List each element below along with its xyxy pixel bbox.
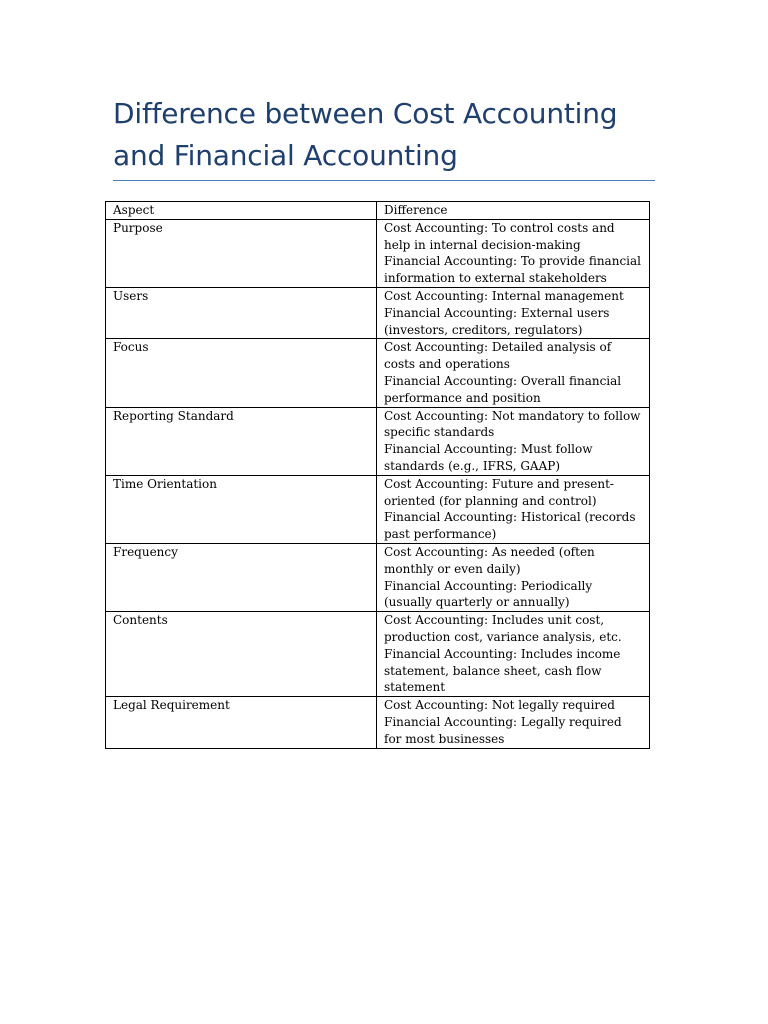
row-aspect: Time Orientation [106,475,377,543]
document-title: Difference between Cost Accounting and Financial Accounting [113,97,618,172]
row-difference [377,339,650,407]
row-aspect: Reporting Standard [106,407,377,475]
row-aspect: Users [106,287,377,338]
cost-accounting-text: Cost Accounting: Not legally required [384,698,615,713]
row-difference [377,475,650,543]
table-row [106,475,650,543]
row-difference [377,543,650,611]
row-aspect: Focus [106,339,377,407]
table-row [106,697,650,748]
table-row [106,407,650,475]
row-aspect: Purpose [106,219,377,287]
financial-accounting-text: Financial Accounting: Includes income statement, balance sheet, cash flow statement [384,646,621,695]
cost-accounting-text: Cost Accounting: Not mandatory to follow specific standards [384,408,641,440]
row-difference [377,612,650,697]
financial-accounting-text: Financial Accounting: Overall financial performance and position [384,373,622,405]
financial-accounting-text: Financial Accounting: Legally required for most businesses [384,714,622,746]
financial-accounting-text: Financial Accounting: Must follow standards (e.g., IFRS, GAAP) [384,442,593,473]
row-difference [377,407,650,475]
cost-accounting-text: Cost Accounting: As needed (often monthly or even daily) [384,544,595,576]
financial-accounting-text: Financial Accounting: To provide financial information to external stakeholders [384,254,641,286]
financial-accounting-text: Financial Accounting: Periodically (usually quarterly or annually) [384,578,593,610]
title-underline [113,180,655,181]
row-aspect: Frequency [106,543,377,611]
row-difference [377,697,650,748]
row-aspect: Contents [106,612,377,697]
cost-accounting-text: Cost Accounting: To control costs and help in internal decision-making [384,220,615,252]
table-row [106,339,650,407]
table-row [106,543,650,611]
comparison-table [105,201,650,749]
row-difference [377,219,650,287]
cost-accounting-text: Cost Accounting: Detailed analysis of costs and operations [384,340,612,372]
table-row [106,612,650,697]
header-aspect: Aspect [106,202,377,220]
table-header-row [106,202,650,220]
financial-accounting-text: Financial Accounting: Historical (records past performance) [384,510,636,542]
cost-accounting-text: Cost Accounting: Includes unit cost, production cost, variance analysis, etc. [384,613,622,644]
table-row [106,287,650,338]
cost-accounting-text: Cost Accounting: Internal management [384,288,624,303]
table-row [106,219,650,287]
row-aspect: Legal Requirement [106,697,377,748]
row-difference [377,287,650,338]
header-difference: Difference [377,202,650,220]
cost-accounting-text: Cost Accounting: Future and present-oriented (for planning and control) [384,476,614,508]
financial-accounting-text: Financial Accounting: External users (investors, creditors, regulators) [384,305,610,337]
